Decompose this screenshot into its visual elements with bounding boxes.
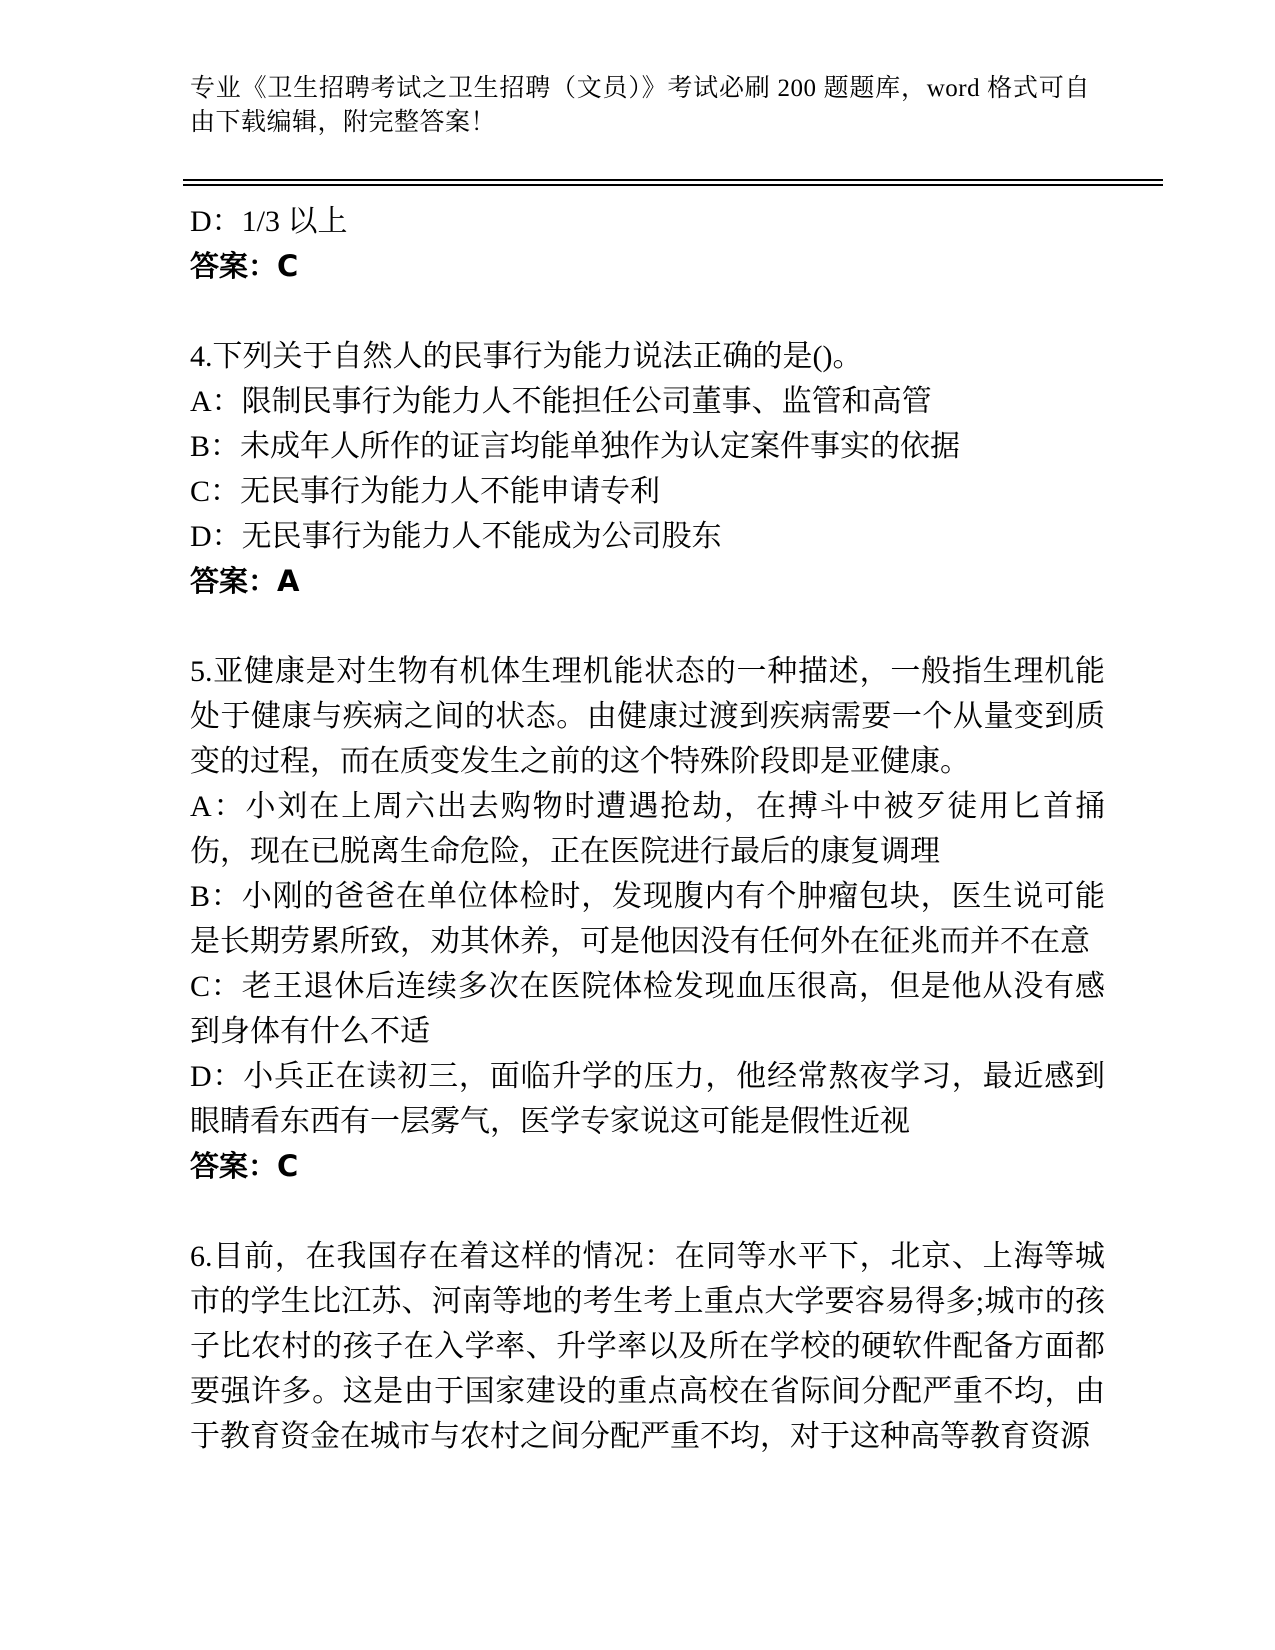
question-block [190,649,1105,1189]
questions-area [190,199,1105,1459]
option-line: C：老王退休后连续多次在医院体检发现血压很高，但是他从没有感到身体有什么不适 [190,970,1105,1048]
option-line: D：小兵正在读初三，面临升学的压力，他经常熬夜学习，最近感到眼睛看东西有一层雾气，医学专家说这可能是假性近视 [190,1060,1105,1138]
header-title: 专业《卫生招聘考试之卫生招聘（文员）》考试必刷 200 题题库，word 格式可自由下载编辑，附完整答案！ [190,75,1090,136]
question-block [190,199,1105,289]
question-block [190,1234,1105,1459]
answer-line: 答案：C [190,249,299,283]
option-line: D：1/3 以上 [190,205,348,238]
document-header [190,72,1105,140]
question-stem: 5.亚健康是对生物有机体生理机能状态的一种描述，一般指生理机能处于健康与疾病之间的状态。由健康过渡到疾病需要一个从量变到质变的过程，而在质变发生之前的这个特殊阶段即是亚健康。 [190,655,1105,778]
question-stem: 6.目前，在我国存在着这样的情况：在同等水平下，北京、上海等城市的学生比江苏、河南等地的考生考上重点大学要容易得多;城市的孩子比农村的孩子在入学率、升学率以及所在学校的硬软件配备方面都要强许多。这是由于国家建设的重点高校在省际间分配严重不均，由于教育资金在城市与农村之间分配严重不均，对于这种高等教育资源 [190,1240,1105,1453]
option-line: A：小刘在上周六出去购物时遭遇抢劫，在搏斗中被歹徒用匕首捅伤，现在已脱离生命危险，正在医院进行最后的康复调理 [190,790,1105,868]
option-line: D：无民事行为能力人不能成为公司股东 [190,520,722,553]
answer-line: 答案：C [190,1149,299,1183]
answer-line: 答案：A [190,564,300,598]
option-line: A：限制民事行为能力人不能担任公司董事、监管和高管 [190,385,932,418]
option-line: C：无民事行为能力人不能申请专利 [190,475,661,508]
header-divider-line [183,179,1163,186]
question-block [190,334,1105,604]
option-line: B：小刚的爸爸在单位体检时，发现腹内有个肿瘤包块，医生说可能是长期劳累所致，劝其休养，可是他因没有任何外在征兆而并不在意 [190,880,1105,958]
option-line: B：未成年人所作的证言均能单独作为认定案件事实的依据 [190,430,961,463]
question-stem: 4.下列关于自然人的民事行为能力说法正确的是()。 [190,340,863,373]
